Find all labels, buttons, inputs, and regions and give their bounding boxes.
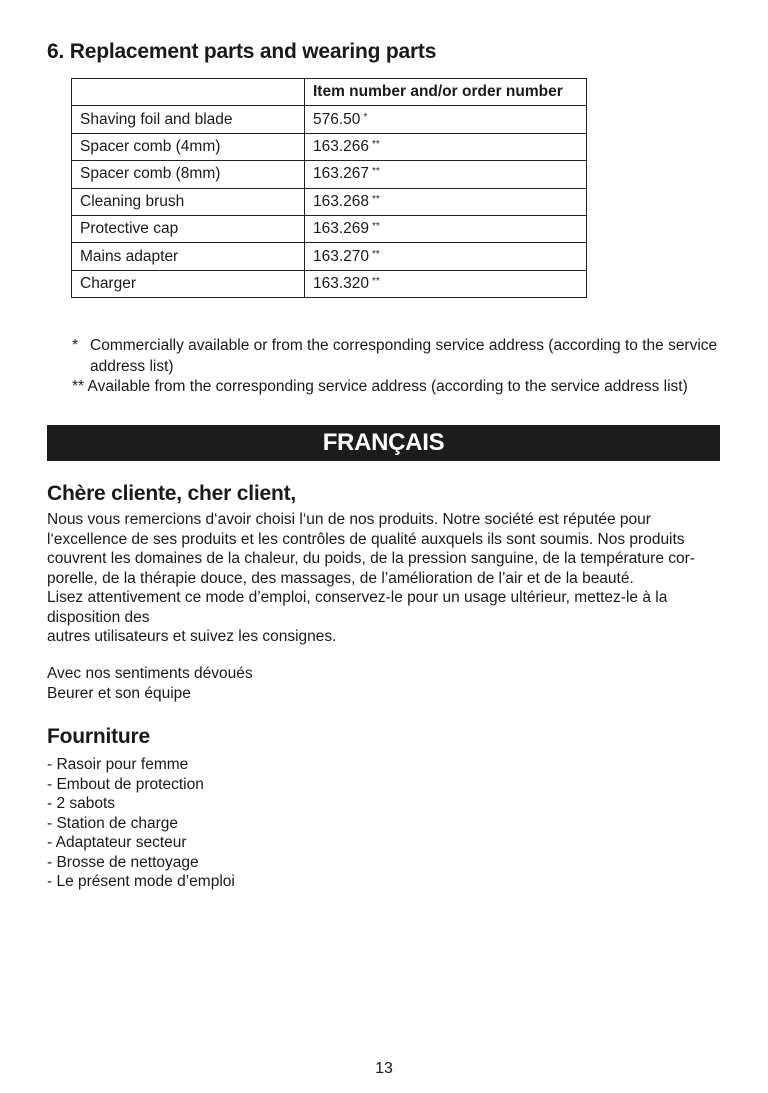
table-row — [72, 161, 587, 188]
part-number-cell — [305, 106, 587, 133]
part-number: 163.267 — [313, 165, 370, 183]
table-header-order-number: Item number and/or order number — [305, 79, 587, 106]
part-number: 576.50 — [313, 110, 361, 128]
footnote-mark: ** — [72, 378, 85, 395]
footnote-marker: ** — [372, 275, 380, 287]
intro-paragraph — [47, 510, 725, 647]
table-row — [72, 188, 587, 215]
part-name: Charger — [72, 270, 305, 297]
section-title: 6. Replacement parts and wearing parts — [47, 40, 437, 63]
intro-line: Lisez attentivement ce mode d’emploi, conservez-le pour un usage ultérieur, mettez-le à la — [47, 589, 668, 606]
footnote-mark: * — [72, 337, 79, 354]
footnote-marker: ** — [372, 221, 380, 233]
replacement-parts-table — [71, 78, 587, 298]
list-item: - Embout de protection — [47, 775, 204, 793]
footnote-marker: * — [363, 111, 368, 123]
language-banner: FRANÇAIS — [47, 425, 720, 461]
list-item: - Adaptateur secteur — [47, 834, 187, 851]
part-number: 163.269 — [313, 220, 370, 238]
list-item: - Brosse de nettoyage — [47, 853, 199, 871]
footnote-marker: ** — [372, 193, 380, 205]
part-name: Spacer comb (8mm) — [72, 161, 305, 188]
part-number-cell — [305, 133, 587, 160]
part-name: Cleaning brush — [72, 188, 305, 215]
part-number: 163.268 — [313, 192, 370, 210]
footnote-marker: ** — [372, 248, 380, 260]
signoff — [47, 664, 253, 703]
table-row — [72, 106, 587, 133]
footnote-marker: ** — [372, 138, 380, 150]
intro-line: disposition des — [47, 608, 150, 626]
footnotes — [72, 336, 722, 398]
part-number-cell — [305, 161, 587, 188]
table-row — [72, 270, 587, 297]
part-name: Mains adapter — [72, 243, 305, 270]
footnote-single-star — [72, 336, 722, 377]
part-name: Protective cap — [72, 215, 305, 242]
part-number: 163.266 — [313, 137, 370, 155]
table-header-row — [72, 79, 587, 106]
part-number-cell — [305, 215, 587, 242]
intro-line: Nous vous remercions d‘avoir choisi l‘un de nos produits. Notre société est réputée pour — [47, 511, 651, 528]
signoff-line: Beurer et son équipe — [47, 684, 191, 702]
greeting-title: Chère cliente, cher client, — [47, 482, 297, 505]
part-number-cell — [305, 243, 587, 270]
table-row — [72, 243, 587, 270]
table-row — [72, 133, 587, 160]
supply-title: Fourniture — [47, 725, 150, 748]
part-name: Shaving foil and blade — [72, 106, 305, 133]
part-number: 163.270 — [313, 247, 370, 265]
list-item: - Le présent mode d’emploi — [47, 873, 235, 890]
footnote-text: Commercially available or from the corresponding service address (according to the service address list) — [90, 337, 718, 375]
footnote-marker: ** — [372, 166, 380, 178]
list-item: - Station de charge — [47, 814, 178, 832]
intro-line: porelle, de la thérapie douce, des massages, de l’amélioration de l’air et de la beauté. — [47, 569, 634, 587]
supply-list — [47, 755, 235, 892]
list-item: - Rasoir pour femme — [47, 756, 189, 773]
intro-line: autres utilisateurs et suivez les consignes. — [47, 628, 337, 645]
intro-line: l‘excellence de ses produits et les contrôles de qualité auxquels ils sont soumis. Nos produits — [47, 530, 685, 548]
signoff-line: Avec nos sentiments dévoués — [47, 665, 253, 682]
part-number-cell — [305, 188, 587, 215]
list-item: - 2 sabots — [47, 795, 116, 812]
part-name: Spacer comb (4mm) — [72, 133, 305, 160]
footnote-text: Available from the corresponding service address (according to the service address list) — [87, 378, 688, 395]
page-number: 13 — [375, 1060, 393, 1077]
footnote-double-star — [72, 377, 722, 398]
table-row — [72, 215, 587, 242]
part-number-cell — [305, 270, 587, 297]
part-number: 163.320 — [313, 274, 370, 292]
intro-line: couvrent les domaines de la chaleur, du poids, de la pression sanguine, de la température cor- — [47, 550, 695, 567]
table-header-item — [72, 79, 305, 106]
